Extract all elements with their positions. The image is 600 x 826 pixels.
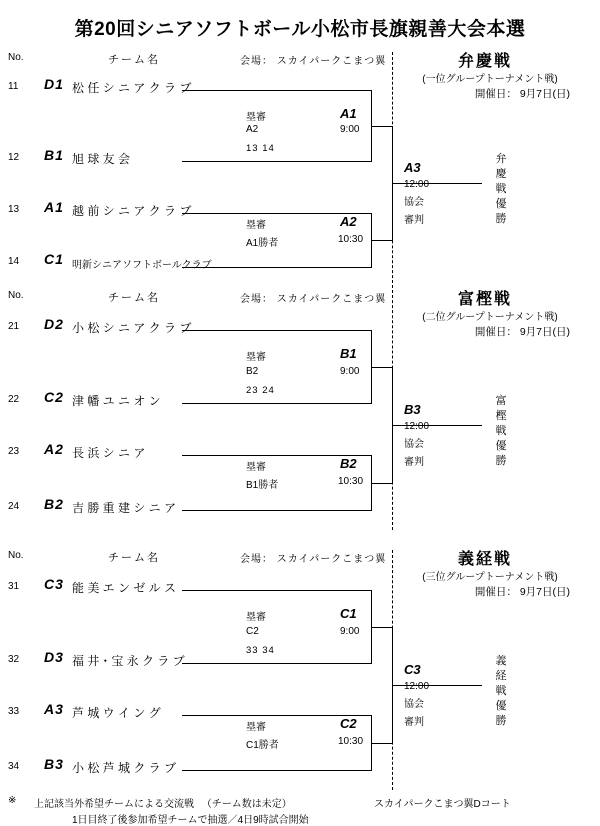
column-header-team: チーム名 xyxy=(108,54,160,66)
team-code: D1 xyxy=(44,76,64,92)
footnote-mark: ※ xyxy=(8,795,17,806)
team-seed: 23 xyxy=(8,446,20,457)
team-code: A2 xyxy=(44,441,64,457)
team-name: 小 松 シ ニ ア ク ラ ブ xyxy=(72,321,192,335)
match-code: C1 xyxy=(340,606,357,621)
divider-dashed xyxy=(392,52,393,288)
team-name: 明新シニアソフトボールクラブ xyxy=(72,260,212,271)
champion-label: 富樫戦優勝 xyxy=(495,395,507,467)
umpire-label: 塁審 xyxy=(246,612,266,623)
bracket-line xyxy=(371,627,393,628)
bracket-line xyxy=(371,743,393,744)
match-numbers: 33 34 xyxy=(246,645,275,656)
match-sub: C2 xyxy=(246,626,259,637)
final-code: B3 xyxy=(404,402,421,417)
match-sub: A1勝者 xyxy=(246,238,279,249)
block-title: 弁慶戦 xyxy=(457,53,512,70)
umpire-label: 塁審 xyxy=(246,722,266,733)
team-code: C2 xyxy=(44,389,64,405)
final-role: 審判 xyxy=(404,457,424,468)
team-seed: 14 xyxy=(8,256,20,267)
bracket-line xyxy=(182,590,372,591)
team-seed: 31 xyxy=(8,581,20,592)
umpire-label: 塁審 xyxy=(246,462,266,473)
bracket-line xyxy=(371,483,393,484)
match-time: 10:30 xyxy=(338,234,364,245)
final-code: C3 xyxy=(404,662,421,677)
team-name: 長 浜 シ ニ ア xyxy=(72,446,146,460)
final-time: 12:00 xyxy=(404,421,430,432)
final-role: 審判 xyxy=(404,215,424,226)
final-time: 12:00 xyxy=(404,179,430,190)
final-org: 協会 xyxy=(404,699,424,710)
footnote-venue: スカイパークこまつ翼Dコート xyxy=(374,799,511,810)
block-title: 義経戦 xyxy=(457,551,512,568)
page-title: 第20回シニアソフトボール小松市長旗親善大会本選 xyxy=(74,19,526,40)
umpire-label: 塁審 xyxy=(246,352,266,363)
block-subtitle: (三位グループトーナメント戦) xyxy=(422,572,558,583)
team-seed: 34 xyxy=(8,761,20,772)
bracket-line xyxy=(182,770,372,771)
block-date: 開催日： 9月7日(日) xyxy=(474,88,570,100)
divider-dashed xyxy=(392,290,393,530)
bracket-block-benkei xyxy=(0,48,600,288)
match-sub: B2 xyxy=(246,366,259,377)
team-name: 能 美 エ ン ゼ ル ス xyxy=(72,581,177,595)
footnote-line2: 1日目終了後参加希望チームで抽選／4日9時試合開始 xyxy=(72,815,309,826)
block-date: 開催日： 9月7日(日) xyxy=(474,326,570,338)
match-time: 10:30 xyxy=(338,736,364,747)
team-code: C1 xyxy=(44,251,64,267)
column-header-no: No. xyxy=(8,550,24,561)
team-name: 吉 勝 重 建 シ ニ ア xyxy=(72,501,177,515)
match-time: 10:30 xyxy=(338,476,364,487)
block-subtitle: (一位グループトーナメント戦) xyxy=(422,74,558,85)
block-title: 富樫戦 xyxy=(457,291,512,308)
match-code: B2 xyxy=(340,456,357,471)
column-header-no: No. xyxy=(8,52,24,63)
match-numbers: 23 24 xyxy=(246,385,275,396)
team-seed: 22 xyxy=(8,394,20,405)
team-name: 松 任 シ ニ ア ク ラ ブ xyxy=(72,81,192,95)
column-header-venue: 会場： スカイパークこまつ翼 xyxy=(240,294,387,305)
team-seed: 24 xyxy=(8,501,20,512)
match-numbers: 13 14 xyxy=(246,143,275,154)
team-name: 越 前 シ ニ ア ク ラ ブ xyxy=(72,204,192,218)
umpire-label: 塁審 xyxy=(246,112,266,123)
team-seed: 32 xyxy=(8,654,20,665)
team-seed: 12 xyxy=(8,152,20,163)
bracket-block-yoshitsune xyxy=(0,546,600,796)
team-name: 旭 球 友 会 xyxy=(72,152,131,166)
final-org: 協会 xyxy=(404,439,424,450)
bracket-line xyxy=(182,403,372,404)
final-time: 12:00 xyxy=(404,681,430,692)
match-code: A2 xyxy=(340,214,357,229)
match-code: A1 xyxy=(340,106,357,121)
bracket-line xyxy=(371,367,393,368)
final-org: 協会 xyxy=(404,197,424,208)
block-date: 開催日： 9月7日(日) xyxy=(474,586,570,598)
team-seed: 21 xyxy=(8,321,20,332)
bracket-line xyxy=(182,267,372,268)
block-subtitle: (二位グループトーナメント戦) xyxy=(422,312,558,323)
match-code: B1 xyxy=(340,346,357,361)
team-code: A3 xyxy=(44,701,64,717)
column-header-venue: 会場： スカイパークこまつ翼 xyxy=(240,56,387,67)
final-code: A3 xyxy=(404,160,421,175)
umpire-label: 塁審 xyxy=(246,220,266,231)
team-code: A1 xyxy=(44,199,64,215)
team-name: 津 幡 ユ ニ オ ン xyxy=(72,394,161,408)
team-code: D3 xyxy=(44,649,64,665)
team-code: C3 xyxy=(44,576,64,592)
match-time: 9:00 xyxy=(340,626,360,637)
team-seed: 11 xyxy=(8,81,19,92)
team-code: D2 xyxy=(44,316,64,332)
team-code: B3 xyxy=(44,756,64,772)
team-name: 小 松 芦 城 ク ラ ブ xyxy=(72,761,177,775)
team-seed: 33 xyxy=(8,706,20,717)
final-role: 審判 xyxy=(404,717,424,728)
bracket-line xyxy=(182,510,372,511)
bracket-line xyxy=(182,330,372,331)
match-code: C2 xyxy=(340,716,357,731)
team-seed: 13 xyxy=(8,204,20,215)
bracket-line xyxy=(182,90,372,91)
bracket-line xyxy=(371,240,393,241)
champion-label: 弁慶戦優勝 xyxy=(495,153,507,225)
match-time: 9:00 xyxy=(340,366,360,377)
footnote-line1: 上記該当外希望チームによる交流戦 （チーム数は未定） xyxy=(34,799,292,810)
match-time: 9:00 xyxy=(340,124,360,135)
column-header-team: チーム名 xyxy=(108,292,160,304)
divider-dashed xyxy=(392,550,393,790)
team-code: B2 xyxy=(44,496,64,512)
bracket-block-togashi xyxy=(0,286,600,532)
champion-label: 義経戦優勝 xyxy=(495,655,507,727)
match-sub: B1勝者 xyxy=(246,480,279,491)
team-name: 福 井・宝 永 ク ラ ブ xyxy=(72,654,185,668)
match-sub: A2 xyxy=(246,124,259,135)
column-header-venue: 会場： スカイパークこまつ翼 xyxy=(240,554,387,565)
team-code: B1 xyxy=(44,147,64,163)
bracket-line xyxy=(371,126,393,127)
column-header-team: チーム名 xyxy=(108,552,160,564)
bracket-line xyxy=(182,663,372,664)
team-name: 芦 城 ウ イ ン グ xyxy=(72,706,161,720)
match-sub: C1勝者 xyxy=(246,740,279,751)
bracket-line xyxy=(182,161,372,162)
column-header-no: No. xyxy=(8,290,24,301)
